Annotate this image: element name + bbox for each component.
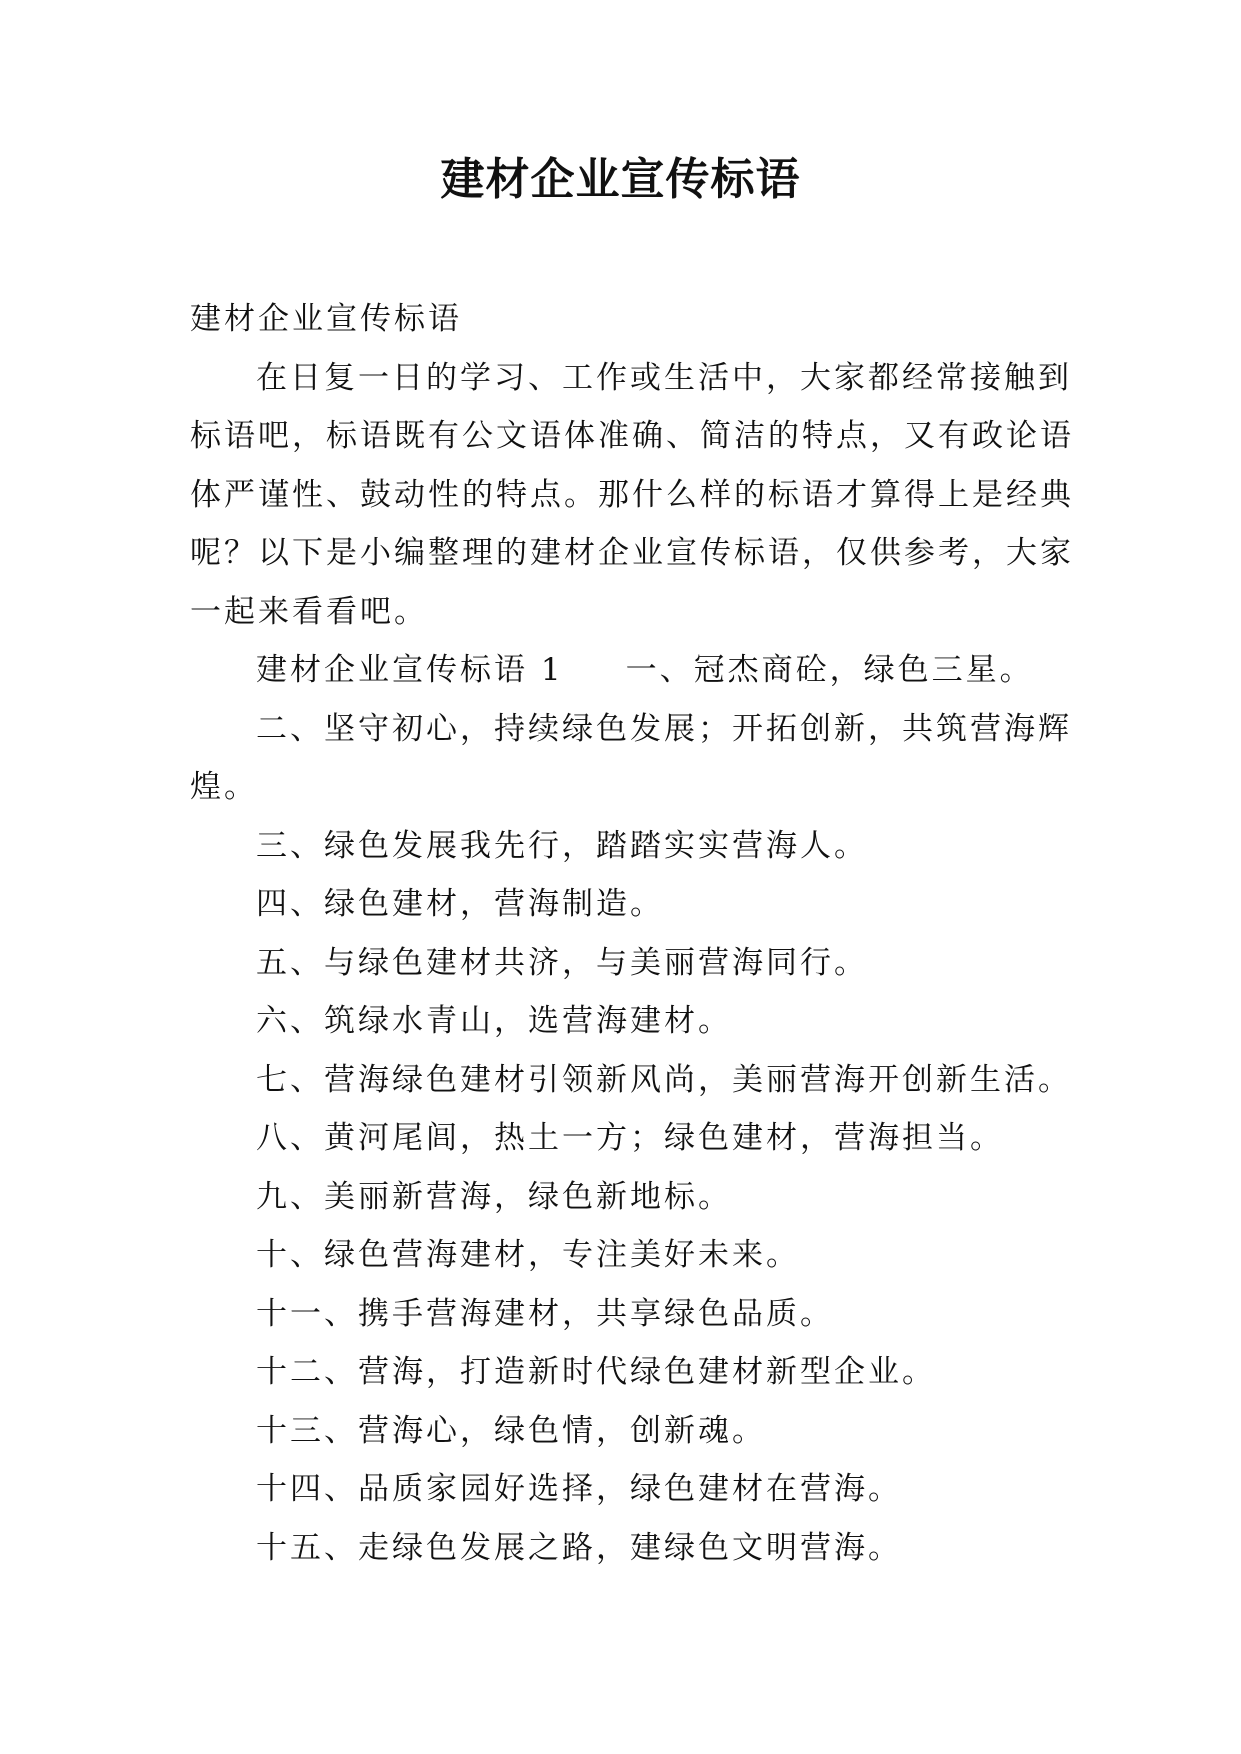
slogan-item: 十二、营海，打造新时代绿色建材新型企业。 [256, 1354, 936, 1390]
slogan-item: 五、与绿色建材共济，与美丽营海同行。 [256, 944, 868, 981]
slogan-item: 十四、品质家园好选择，绿色建材在营海。 [256, 1471, 902, 1507]
intro-line: 呢？以下是小编整理的建材企业宣传标语，仅供参考，大家 [190, 535, 1074, 571]
document-body [190, 290, 1074, 1577]
intro-line: 在日复一日的学习、工作或生活中，大家都经常接触到 [256, 359, 1072, 396]
slogan-item: 八、黄河尾闾，热土一方；绿色建材，营海担当。 [256, 1120, 1004, 1156]
slogan-item: 十三、营海心，绿色情，创新魂。 [256, 1412, 766, 1449]
slogan-item: 六、筑绿水青山，选营海建材。 [256, 1003, 732, 1039]
document-subtitle: 建材企业宣传标语 [190, 301, 462, 337]
section-heading-line [190, 641, 1070, 700]
slogan-item-continuation: 煌。 [190, 769, 258, 805]
section-heading: 建材企业宣传标语 1 [256, 652, 564, 688]
slogan-item: 七、营海绿色建材引领新风尚，美丽营海开创新生活。 [256, 1061, 1072, 1098]
intro-line: 一起来看看吧。 [190, 593, 428, 630]
slogan-item: 一、冠杰商砼，绿色三星。 [625, 652, 1034, 688]
slogan-item: 四、绿色建材，营海制造。 [256, 886, 664, 922]
slogan-item: 十、绿色营海建材，专注美好未来。 [256, 1237, 800, 1273]
intro-line: 标语吧，标语既有公文语体准确、简洁的特点，又有政论语 [190, 418, 1074, 454]
slogan-item: 九、美丽新营海，绿色新地标。 [256, 1178, 732, 1215]
slogan-item: 三、绿色发展我先行，踏踏实实营海人。 [256, 827, 868, 864]
slogan-item: 十五、走绿色发展之路，建绿色文明营海。 [256, 1529, 902, 1566]
slogan-item: 十一、携手营海建材，共享绿色品质。 [256, 1295, 834, 1332]
document-title: 建材企业宣传标语 [440, 154, 801, 205]
intro-line: 体严谨性、鼓动性的特点。那什么样的标语才算得上是经典 [190, 476, 1074, 513]
slogan-item: 二、坚守初心，持续绿色发展；开拓创新，共筑营海辉 [256, 710, 1072, 747]
